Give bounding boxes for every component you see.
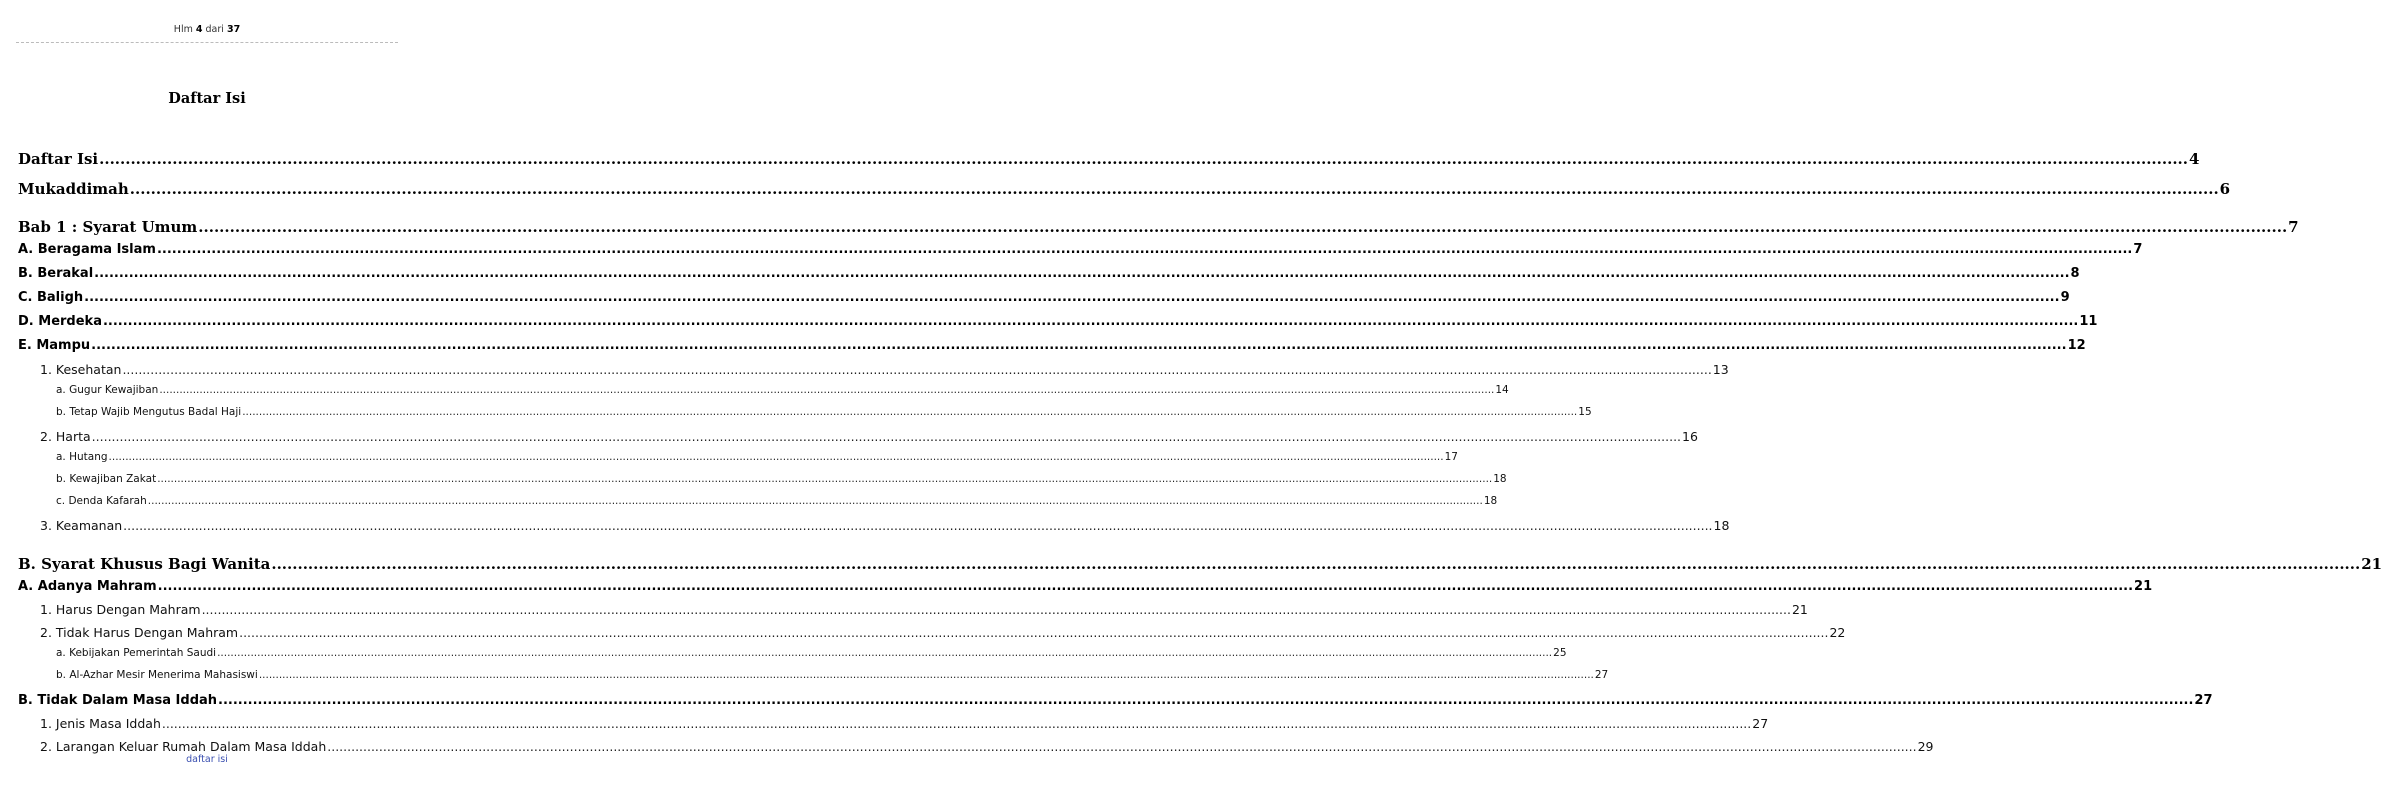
toc-entry[interactable]: [18, 555, 2382, 573]
toc-entry[interactable]: [40, 602, 1808, 617]
toc-entry[interactable]: [18, 266, 2080, 281]
toc-entry-label: 2. Harta: [40, 429, 91, 444]
toc-dot-leader: ................................................................................................................................................................................................................................................................................................................................................................................................................: [84, 290, 2060, 305]
toc-entry[interactable]: [56, 384, 1509, 396]
toc-entry-page-number: 21: [2361, 555, 2382, 573]
toc-entry[interactable]: [18, 693, 2213, 708]
toc-entry-label: D. Merdeka: [18, 314, 102, 329]
toc-dot-leader: ................................................................................................................................................................................................................................................................................................................................................................................................................: [102, 314, 2079, 329]
toc-dot-leader: ................................................................................................................................................................................................................................................................................................................................................................................................................: [161, 716, 1752, 731]
page-footer: daftar isi: [186, 754, 228, 765]
toc-entry[interactable]: [18, 290, 2070, 305]
page-header: [0, 24, 414, 35]
toc-entry-page-number: 18: [1483, 495, 1498, 507]
toc-entry-label: a. Gugur Kewajiban: [56, 384, 159, 396]
toc-entry[interactable]: [40, 429, 1698, 444]
header-page-number: 4: [195, 24, 203, 35]
toc-entry-label: 2. Tidak Harus Dengan Mahram: [40, 625, 239, 640]
toc-entry-page-number: 12: [2067, 338, 2086, 353]
toc-entry[interactable]: [56, 669, 1609, 681]
toc-entry-label: Bab 1 : Syarat Umum: [18, 218, 198, 236]
toc-entry-page-number: 6: [2219, 180, 2231, 198]
toc-entry-page-number: 21: [2134, 579, 2153, 594]
toc-entry-label: b. Al-Azhar Mesir Menerima Mahasiswi: [56, 669, 258, 681]
toc-entry-page-number: 7: [2288, 218, 2299, 236]
toc-entry-page-number: 27: [1594, 669, 1609, 681]
toc-dot-leader: ................................................................................................................................................................................................................................................................................................................................................................................................................: [156, 242, 2133, 257]
toc-entry-label: B. Tidak Dalam Masa Iddah: [18, 693, 218, 708]
toc-entry[interactable]: [18, 180, 2231, 198]
toc-entry[interactable]: [40, 362, 1729, 377]
toc-entry-label: c. Denda Kafarah: [56, 495, 147, 507]
toc-entry-label: 1. Kesehatan: [40, 362, 122, 377]
toc-entry-label: A. Beragama Islam: [18, 242, 156, 257]
toc-dot-leader: ................................................................................................................................................................................................................................................................................................................................................................................................................: [327, 739, 1917, 754]
toc-entry-label: B. Syarat Khusus Bagi Wanita: [18, 555, 271, 573]
toc-entry[interactable]: [56, 406, 1592, 418]
toc-entry-label: A. Adanya Mahram: [18, 579, 157, 594]
toc-entry-page-number: 25: [1553, 647, 1567, 659]
toc-entry[interactable]: [40, 625, 1846, 640]
toc-entry[interactable]: [56, 495, 1498, 507]
toc-entry[interactable]: [56, 451, 1458, 463]
toc-entry-label: a. Kebijakan Pemerintah Saudi: [56, 647, 217, 659]
toc-entry-page-number: 17: [1444, 451, 1458, 463]
toc-entry-label: 3. Keamanan: [40, 518, 123, 533]
toc-entry[interactable]: [40, 739, 1934, 754]
toc-entry-page-number: 27: [1752, 716, 1769, 731]
toc-entry-page-number: 4: [2189, 150, 2200, 168]
toc-dot-leader: ................................................................................................................................................................................................................................................................................................................................................................................................................: [271, 555, 2361, 573]
header-prefix: Hlm: [173, 24, 193, 35]
toc-entry-label: b. Kewajiban Zakat: [56, 473, 157, 485]
toc-entry[interactable]: [18, 338, 2086, 353]
toc-dot-leader: ................................................................................................................................................................................................................................................................................................................................................................................................................: [108, 451, 1444, 463]
toc-entry-label: a. Hutang: [56, 451, 108, 463]
toc-entry-page-number: 16: [1682, 429, 1698, 444]
toc-entry-label: E. Mampu: [18, 338, 91, 353]
toc-dot-leader: ................................................................................................................................................................................................................................................................................................................................................................................................................: [217, 647, 1553, 659]
toc-entry[interactable]: [56, 647, 1567, 659]
toc-entry[interactable]: [40, 518, 1730, 533]
toc-dot-leader: ................................................................................................................................................................................................................................................................................................................................................................................................................: [198, 218, 2288, 236]
toc-entry-page-number: 13: [1712, 362, 1729, 377]
toc-dot-leader: ................................................................................................................................................................................................................................................................................................................................................................................................................: [201, 602, 1791, 617]
toc-entry-label: C. Baligh: [18, 290, 84, 305]
toc-entry-page-number: 8: [2070, 266, 2080, 281]
toc-dot-leader: ................................................................................................................................................................................................................................................................................................................................................................................................................: [218, 693, 2194, 708]
header-divider: [16, 42, 398, 43]
toc-entry[interactable]: [18, 314, 2098, 329]
toc-entry-label: Mukaddimah: [18, 180, 129, 198]
toc-dot-leader: ................................................................................................................................................................................................................................................................................................................................................................................................................: [147, 495, 1483, 507]
toc-dot-leader: ................................................................................................................................................................................................................................................................................................................................................................................................................: [94, 266, 2070, 281]
page-title: Daftar Isi: [168, 90, 246, 107]
toc-entry-label: B. Berakal: [18, 266, 94, 281]
toc-dot-leader: ................................................................................................................................................................................................................................................................................................................................................................................................................: [129, 180, 2219, 198]
toc-entry[interactable]: [18, 150, 2200, 168]
toc-entry-page-number: 15: [1578, 406, 1592, 418]
toc-entry-label: Daftar Isi: [18, 150, 99, 168]
toc-entry[interactable]: [18, 218, 2299, 236]
toc-entry-page-number: 11: [2079, 314, 2098, 329]
toc-entry[interactable]: [56, 473, 1507, 485]
toc-entry-page-number: 14: [1495, 384, 1509, 396]
toc-dot-leader: ................................................................................................................................................................................................................................................................................................................................................................................................................: [258, 669, 1594, 681]
toc-entry-page-number: 21: [1791, 602, 1808, 617]
toc-entry-page-number: 18: [1713, 518, 1730, 533]
toc-entry-page-number: 22: [1829, 625, 1846, 640]
toc-entry-label: 1. Harus Dengan Mahram: [40, 602, 201, 617]
toc-entry-label: 2. Larangan Keluar Rumah Dalam Masa Iddah: [40, 739, 327, 754]
toc-entry-page-number: 9: [2060, 290, 2070, 305]
toc-entry-page-number: 29: [1917, 739, 1934, 754]
toc-entry[interactable]: [40, 716, 1769, 731]
toc-entry-page-number: 18: [1493, 473, 1507, 485]
toc-entry-page-number: 27: [2194, 693, 2213, 708]
toc-dot-leader: ................................................................................................................................................................................................................................................................................................................................................................................................................: [239, 625, 1829, 640]
toc-dot-leader: ................................................................................................................................................................................................................................................................................................................................................................................................................: [122, 362, 1712, 377]
toc-dot-leader: ................................................................................................................................................................................................................................................................................................................................................................................................................: [91, 429, 1682, 444]
toc-dot-leader: ................................................................................................................................................................................................................................................................................................................................................................................................................: [91, 338, 2067, 353]
toc-dot-leader: ................................................................................................................................................................................................................................................................................................................................................................................................................: [99, 150, 2188, 168]
toc-entry-label: 1. Jenis Masa Iddah: [40, 716, 161, 731]
toc-entry[interactable]: [18, 242, 2143, 257]
toc-entry-page-number: 7: [2133, 242, 2143, 257]
toc-entry[interactable]: [18, 579, 2153, 594]
toc-dot-leader: ................................................................................................................................................................................................................................................................................................................................................................................................................: [242, 406, 1578, 418]
toc-dot-leader: ................................................................................................................................................................................................................................................................................................................................................................................................................: [157, 473, 1493, 485]
toc-dot-leader: ................................................................................................................................................................................................................................................................................................................................................................................................................: [159, 384, 1495, 396]
toc-dot-leader: ................................................................................................................................................................................................................................................................................................................................................................................................................: [157, 579, 2134, 594]
header-middle: dari: [205, 24, 224, 35]
toc-dot-leader: ................................................................................................................................................................................................................................................................................................................................................................................................................: [123, 518, 1713, 533]
header-total-pages: 37: [226, 24, 241, 35]
toc-entry-label: b. Tetap Wajib Mengutus Badal Haji: [56, 406, 242, 418]
